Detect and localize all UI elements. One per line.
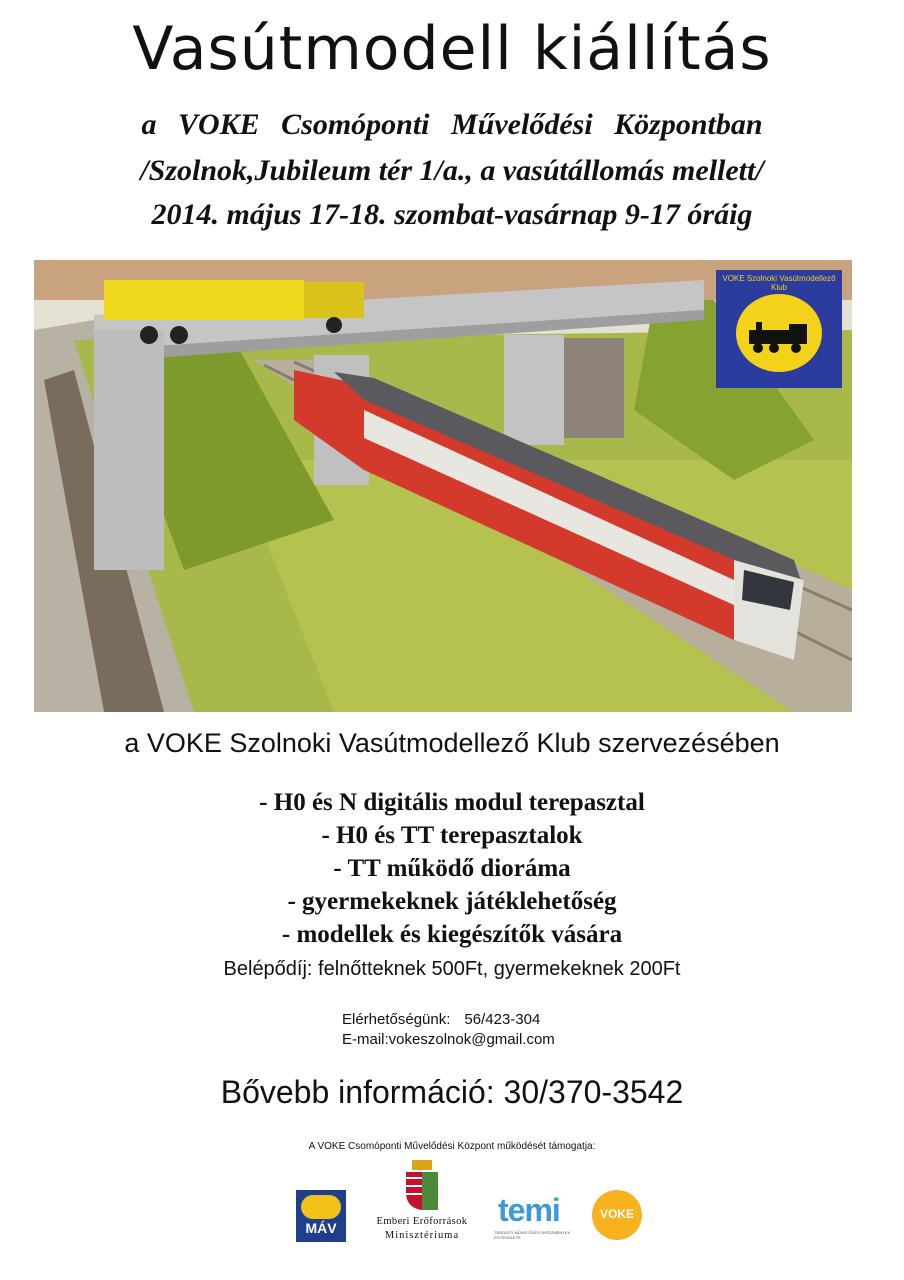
support-text: A VOKE Csomóponti Művelődési Központ működését támogatja:: [308, 1141, 596, 1152]
poster-title: Vasútmodell kiállítás: [132, 14, 772, 84]
temi-logo: [494, 1192, 586, 1242]
club-logo: [716, 270, 842, 388]
mav-logo: [296, 1190, 346, 1242]
locomotive-icon: [744, 320, 814, 354]
entry-fee: Belépődíj: felnőtteknek 500Ft, gyermekeknek 200Ft: [223, 958, 681, 980]
train-layout-photo: [34, 260, 852, 712]
feature-item: - modellek és kiegészítők vására: [281, 921, 623, 948]
emmi-line2: Minisztériuma: [384, 1230, 460, 1241]
phone-label: Elérhetőségünk:: [342, 1011, 451, 1028]
mav-logo-text: MÁV: [305, 1220, 337, 1236]
address-line: /Szolnok,Jubileum tér 1/a., a vasútállomás mellett/: [140, 154, 764, 187]
emmi-logo: [352, 1158, 492, 1248]
more-info: Bővebb információ: 30/370-3542: [220, 1074, 684, 1110]
feature-item: - H0 és N digitális modul terepasztal: [259, 789, 645, 816]
feature-item: - gyermekeknek játéklehetőség: [287, 888, 617, 915]
venue-line: a VOKE Csomóponti Művelődési Központban: [141, 108, 763, 141]
voke-logo-text: VOKE: [599, 1207, 634, 1221]
club-logo-text: VOKE Szolnoki Vasútmodellező Klub: [722, 274, 836, 292]
temi-sub-text: TERÜLETI MŰVELŐDÉSI INTÉZMÉNYEK EGYESÜLETE: [494, 1230, 571, 1240]
temi-logo-text: temi: [498, 1192, 560, 1228]
hungarian-coat-of-arms-icon: [402, 1158, 442, 1212]
voke-logo: [592, 1190, 642, 1240]
contact-phone-row: [342, 1010, 555, 1030]
feature-item: - H0 és TT terepasztalok: [321, 822, 583, 849]
date-line: 2014. május 17-18. szombat-vasárnap 9-17 óráig: [151, 198, 753, 231]
mav-logo-mark: [301, 1195, 341, 1219]
contact-block: [342, 1010, 555, 1050]
phone-number: 56/423-304: [464, 1011, 541, 1028]
organizer-line: a VOKE Szolnoki Vasútmodellező Klub szervezésében: [124, 728, 780, 758]
feature-item: - TT működő dioráma: [333, 855, 571, 882]
contact-email: E-mail:vokeszolnok@gmail.com: [342, 1031, 555, 1048]
feature-list: [0, 786, 904, 951]
emmi-line1: Emberi Erőforrások: [376, 1216, 468, 1227]
